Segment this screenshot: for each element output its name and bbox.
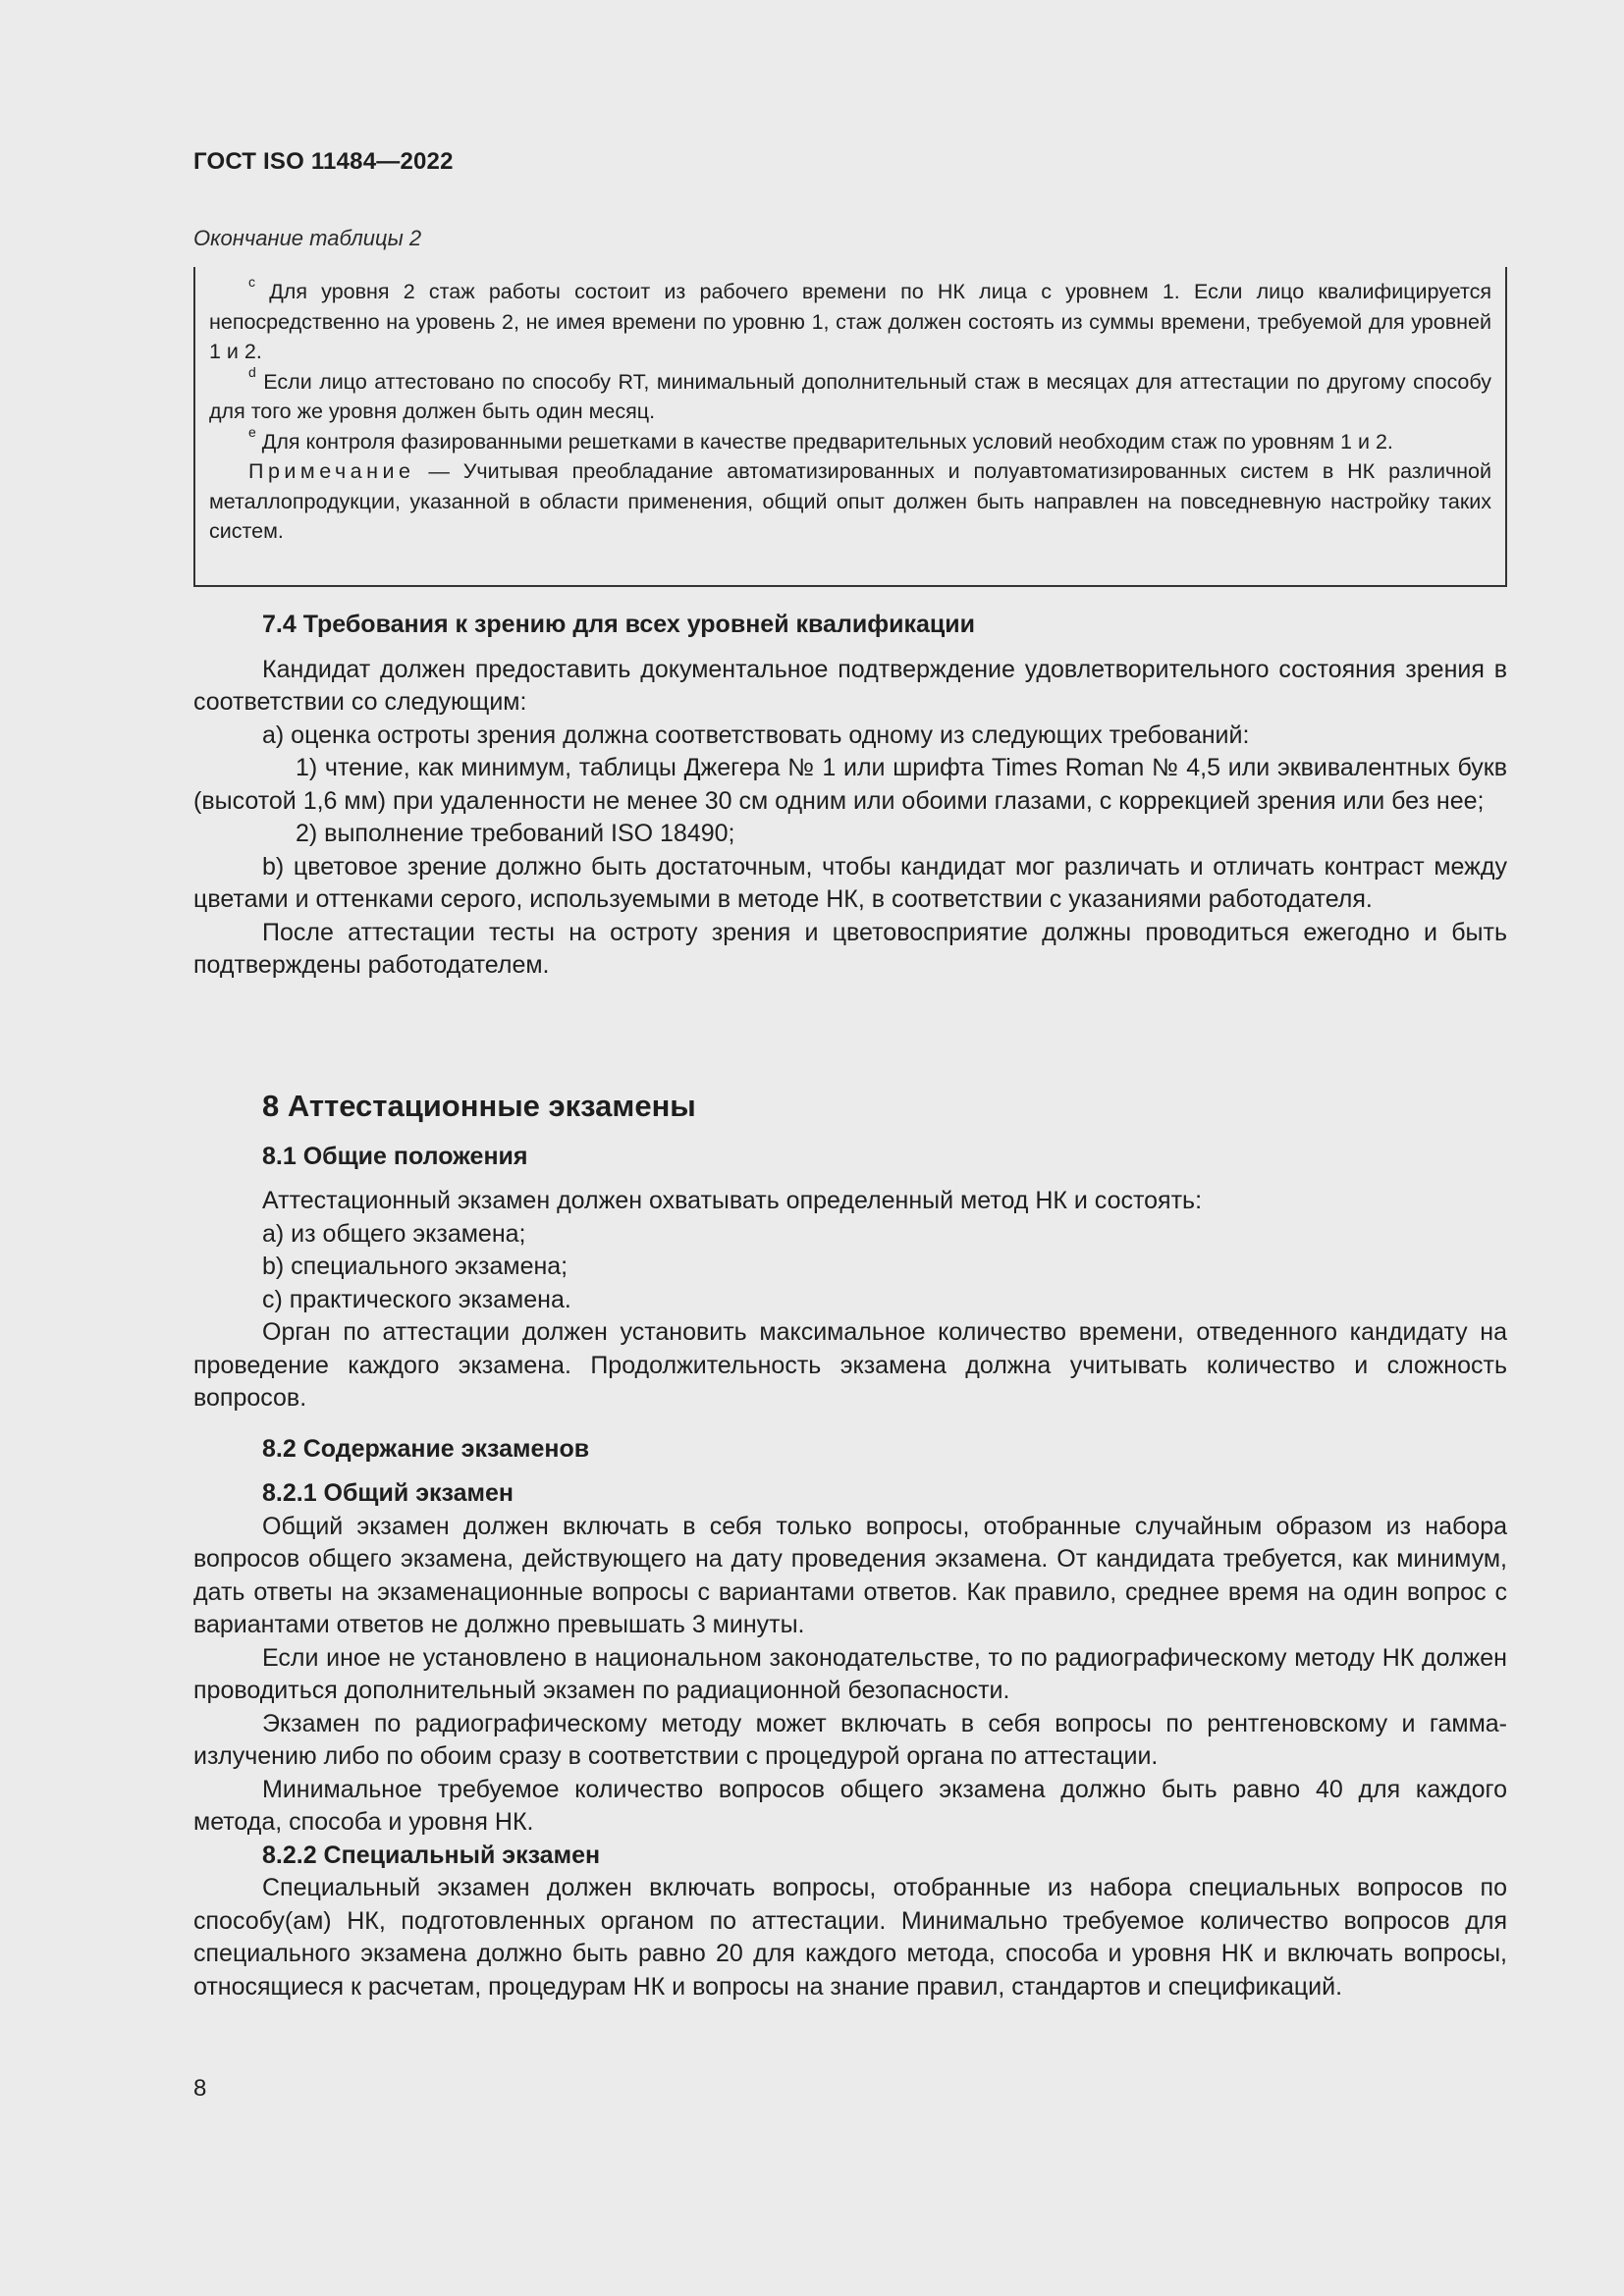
section-8-2-1-para-3: Экзамен по радиографическому методу может включать в себя вопросы по рентгеновскому и гамма-излучению либо по обоим сразу в соответствии с процедурой органа по аттестации.	[193, 1709, 1507, 1770]
section-8-2-heading: 8.2 Содержание экзаменов	[262, 1434, 590, 1463]
section-7-4-closing: После аттестации тесты на остроту зрения и цветовосприятие должны проводиться ежегодно и быть подтверждены работодателем.	[193, 918, 1507, 979]
section-8-1-heading: 8.1 Общие положения	[262, 1142, 528, 1170]
section-8-2-1-heading: 8.2.1 Общий экзамен	[262, 1479, 514, 1507]
footnote-c-marker: c	[248, 274, 255, 290]
section-8-1-item-c: c) практического экзамена.	[262, 1285, 571, 1313]
section-7-4-item-b: b) цветовое зрение должно быть достаточным, чтобы кандидат мог различать и отличать контраст между цветами и оттенками серого, используемыми в методе НК, в соответствии с указаниями работодателя.	[193, 852, 1507, 913]
table-note	[209, 456, 1491, 547]
footnote-e-marker: e	[248, 423, 256, 440]
section-7-4-item-a2: 2) выполнение требований ISO 18490;	[296, 820, 735, 847]
table-note-text: — Учитывая преобладание автоматизированных и полуавтоматизированных систем в НК различной металлопродукции, указанной в области применения, общий опыт должен быть направлен на повседневную настройку таких систем.	[209, 459, 1491, 543]
section-7-4-intro: Кандидат должен предоставить документальное подтверждение удовлетворительного состояния зрения в соответствии со следующим:	[193, 655, 1507, 716]
footnote-d-text: Если лицо аттестовано по способу RT, минимальный дополнительный стаж в месяцах для аттестации по другому способу для того же уровня должен быть один месяц.	[209, 369, 1491, 423]
section-8-1-intro: Аттестационный экзамен должен охватывать определенный метод НК и состоять:	[262, 1187, 1203, 1214]
footnote-c-text: Для уровня 2 стаж работы состоит из рабочего времени по НК лица с уровнем 1. Если лицо квалифицируется непосредственно на уровень 2, не имея времени по уровню 1, стаж должен состоять из суммы времени, требуемой для уровней 1 и 2.	[209, 280, 1491, 363]
table-note-label: Примечание	[248, 459, 415, 483]
section-7-4-item-a: a) оценка остроты зрения должна соответствовать одному из следующих требований:	[262, 721, 1250, 749]
section-7-4-item-a1: 1) чтение, как минимум, таблицы Джегера № 1 или шрифта Times Roman № 4,5 или эквивалентных букв (высотой 1,6 мм) при удаленности не менее 30 см одним или обоими глазами, с коррекцией зрения или без нее;	[193, 754, 1507, 815]
document-header: ГОСТ ISO 11484—2022	[193, 148, 454, 175]
section-8-1-item-a: a) из общего экзамена;	[262, 1219, 526, 1248]
section-8	[193, 1090, 1507, 2003]
table-caption: Окончание таблицы 2	[193, 226, 422, 250]
section-8-1-closing: Орган по аттестации должен установить максимальное количество времени, отведенного кандидату на проведение каждого экзамена. Продолжительность экзамена должна учитывать количество и сложность вопросов.	[193, 1318, 1507, 1412]
footnote-c	[209, 274, 1491, 367]
section-8-2-2-para-1: Специальный экзамен должен включать вопросы, отобранные из набора специальных вопросов по способу(ам) НК, подготовленных органом по аттестации. Минимально требуемое количество вопросов для специального экзамена должно быть равно 20 для каждого метода, способа и уровня НК и включать вопросы, относящиеся к расчетам, процедурам НК и вопросы на знание правил, стандартов и спецификаций.	[193, 1874, 1507, 2001]
footnote-d	[209, 363, 1491, 427]
footnote-e	[209, 423, 1491, 457]
table-notes-box	[193, 267, 1507, 587]
section-8-2-1-para-1: Общий экзамен должен включать в себя только вопросы, отобранные случайным образом из набора вопросов общего экзамена, действующего на дату проведения экзамена. От кандидата требуется, как минимум, дать ответы на экзаменационные вопросы с вариантами ответов. Как правило, среднее время на один вопрос с вариантами ответов не должно превышать 3 минуты.	[193, 1512, 1507, 1638]
section-7-4-heading: 7.4 Требования к зрению для всех уровней квалификации	[262, 611, 975, 638]
section-8-2-2-heading: 8.2.2 Специальный экзамен	[262, 1841, 601, 1869]
section-7-4	[193, 609, 1507, 983]
page-number: 8	[193, 2075, 207, 2102]
section-8-2-1-para-2: Если иное не установлено в национальном законодательстве, то по радиографическому методу НК должен проводиться дополнительный экзамен по радиационной безопасности.	[193, 1643, 1507, 1704]
footnote-e-text: Для контроля фазированными решетками в качестве предварительных условий необходим стаж по уровням 1 и 2.	[255, 429, 1393, 454]
section-8-2-1-para-4: Минимальное требуемое количество вопросов общего экзамена должно быть равно 40 для каждого метода, способа и уровня НК.	[193, 1775, 1507, 1836]
footnote-d-marker: d	[248, 363, 256, 380]
section-8-1-item-b: b) специального экзамена;	[262, 1253, 568, 1280]
section-8-heading: 8 Аттестационные экзамены	[262, 1089, 696, 1123]
